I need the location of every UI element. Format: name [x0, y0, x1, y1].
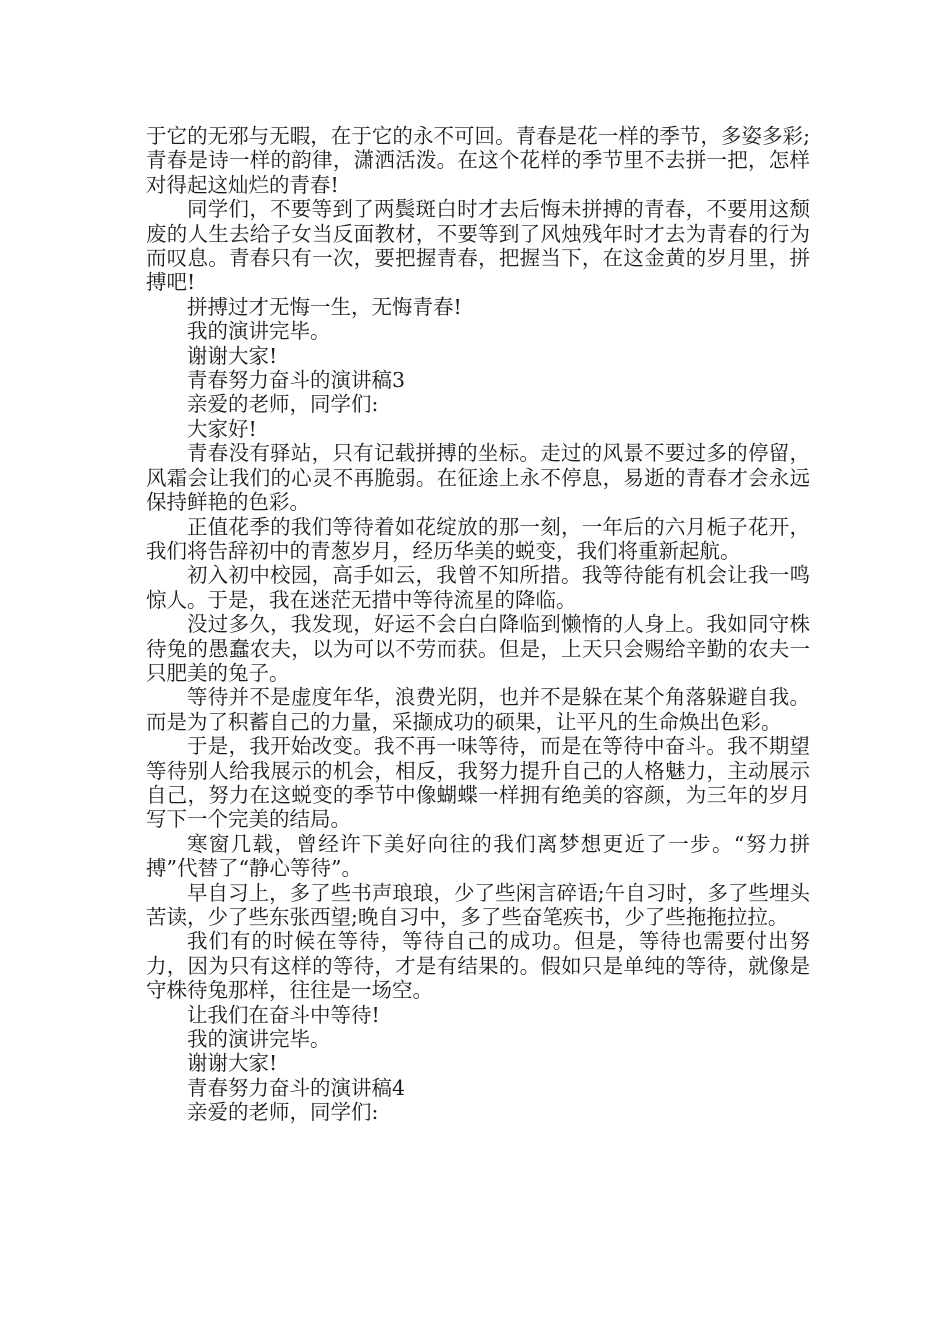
paragraph: 让我们在奋斗中等待! [187, 1002, 380, 1027]
paragraph: 我们有的时候在等待，等待自己的成功。但是，等待也需要付出努力，因为只有这样的等待，才是有结果的。假如只是单纯的等待，就像是守株待兔那样，往往是一场空。 [146, 929, 810, 1003]
paragraph: 早自习上，多了些书声琅琅，少了些闲言碎语;午自习时，多了些埋头苦读，少了些东张西望;晚自习中，多了些奋笔疾书，少了些拖拖拉拉。 [146, 880, 810, 929]
section-heading: 青春努力奋斗的演讲稿4 [187, 1075, 406, 1100]
paragraph-continued: 于它的无邪与无暇，在于它的永不可回。青春是花一样的季节，多姿多彩;青春是诗一样的韵律，潇洒活泼。在这个花样的季节里不去拼一把，怎样对得起这灿烂的青春! [146, 124, 810, 197]
paragraph: 等待并不是虚度年华，浪费光阴，也并不是躲在某个角落躲避自我。而是为了积蓄自己的力量，采撷成功的硕果，让平凡的生命焕出色彩。 [146, 685, 810, 734]
greeting: 大家好! [187, 416, 257, 441]
paragraph: 寒窗几载，曾经许下美好向往的我们离梦想更近了一步。“努力拼搏”代替了“静心等待”。 [146, 831, 810, 881]
salutation: 亲爱的老师，同学们: [187, 1100, 379, 1125]
paragraph: 没过多久，我发现，好运不会白白降临到懒惰的人身上。我如同守株待兔的愚蠢农夫，以为可以不劳而获。但是，上天只会赐给辛勤的农夫一只肥美的兔子。 [146, 612, 810, 685]
paragraph: 拼搏过才无悔一生，无悔青春! [187, 294, 462, 319]
paragraph: 谢谢大家! [187, 343, 278, 368]
salutation: 亲爱的老师，同学们: [187, 392, 379, 417]
paragraph: 初入初中校园，高手如云，我曾不知所措。我等待能有机会让我一鸣惊人。于是，我在迷茫无措中等待流星的降临。 [146, 563, 810, 612]
section-heading: 青春努力奋斗的演讲稿3 [187, 368, 406, 393]
paragraph: 谢谢大家! [187, 1051, 278, 1076]
paragraph: 青春没有驿站，只有记载拼搏的坐标。走过的风景不要过多的停留，风霜会让我们的心灵不再脆弱。在征途上永不停息，易逝的青春才会永远保持鲜艳的色彩。 [146, 441, 810, 515]
paragraph: 同学们，不要等到了两鬓斑白时才去后悔未拼搏的青春，不要用这颓废的人生去给子女当反面教材，不要等到了风烛残年时才去为青春的行为而叹息。青春只有一次，要把握青春，把握当下，在这金黄的岁月里，拼搏吧! [146, 197, 810, 295]
paragraph: 正值花季的我们等待着如花绽放的那一刻，一年后的六月栀子花开，我们将告辞初中的青葱岁月，经历华美的蜕变，我们将重新起航。 [146, 514, 810, 563]
paragraph: 于是，我开始改变。我不再一味等待，而是在等待中奋斗。我不期望等待别人给我展示的机会，相反，我努力提升自己的人格魅力，主动展示自己，努力在这蜕变的季节中像蝴蝶一样拥有绝美的容颜，为三年的岁月写下一个完美的结局。 [146, 734, 810, 832]
paragraph: 我的演讲完毕。 [187, 1027, 331, 1052]
paragraph: 我的演讲完毕。 [187, 319, 331, 344]
document-body [146, 124, 810, 1125]
